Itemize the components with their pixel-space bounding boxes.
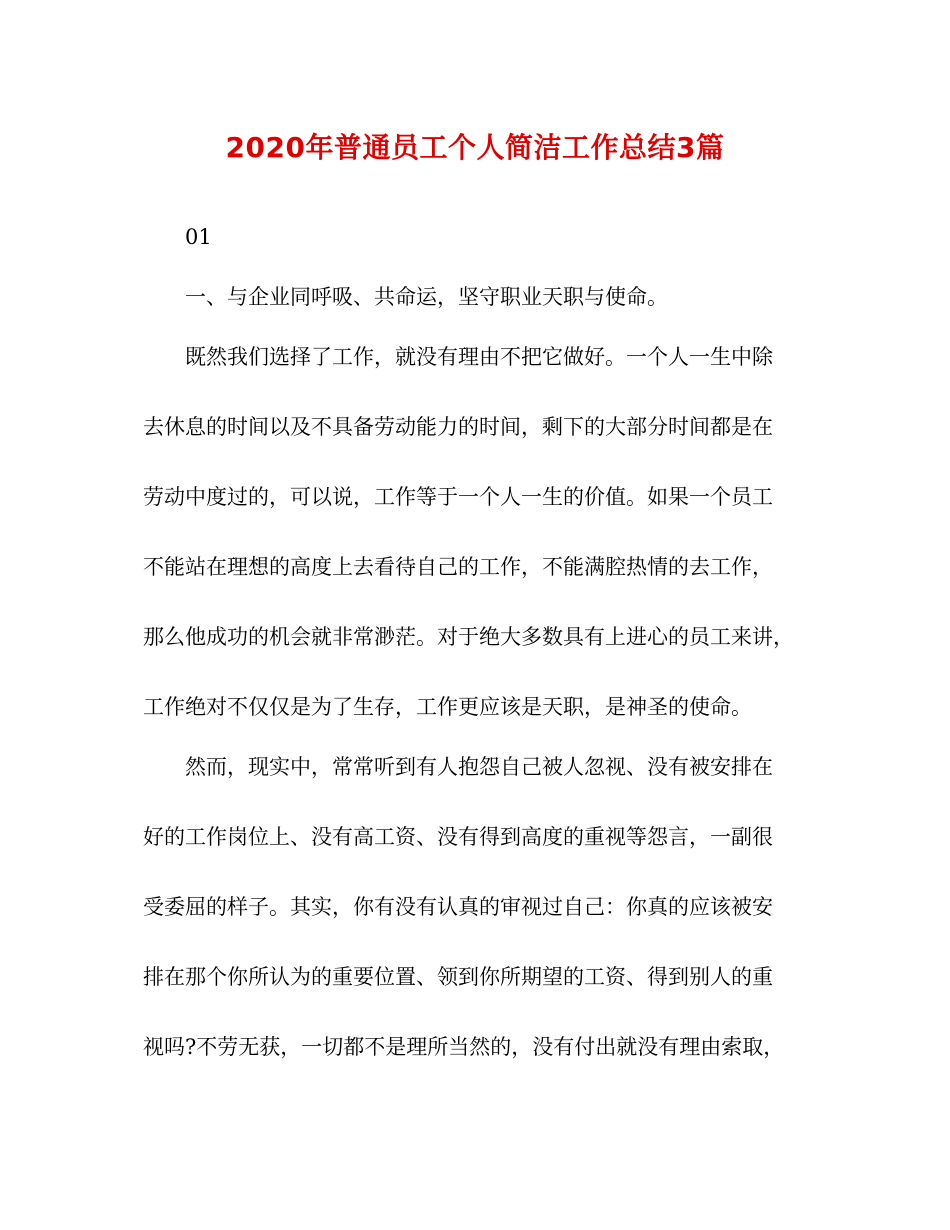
section-number: 01	[185, 225, 212, 249]
paragraph-line: 既然我们选择了工作，就没有理由不把它做好。一个人一生中除	[185, 345, 773, 369]
paragraph-line: 受委屈的样子。其实，你有没有认真的审视过自己：你真的应该被安	[143, 895, 773, 919]
paragraph-line: 那么他成功的机会就非常渺茫。对于绝大多数具有上进心的员工来讲，	[143, 625, 794, 649]
paragraph-line: 然而，现实中，常常听到有人抱怨自己被人忽视、没有被安排在	[185, 755, 773, 779]
document-title: 2020年普通员工个人简洁工作总结3篇	[225, 131, 725, 164]
paragraph-line: 排在那个你所认为的重要位置、领到你所期望的工资、得到别人的重	[143, 965, 773, 989]
heading-line: 一、与企业同呼吸、共命运，坚守职业天职与使命。	[185, 285, 668, 309]
paragraph-line: 不能站在理想的高度上去看待自己的工作，不能满腔热情的去工作，	[143, 555, 773, 579]
paragraph-line: 劳动中度过的，可以说，工作等于一个人一生的价值。如果一个员工	[143, 485, 773, 509]
paragraph-line: 工作绝对不仅仅是为了生存，工作更应该是天职，是神圣的使命。	[143, 695, 752, 719]
paragraph-line: 好的工作岗位上、没有高工资、没有得到高度的重视等怨言，一副很	[143, 825, 773, 849]
paragraph-line: 去休息的时间以及不具备劳动能力的时间，剩下的大部分时间都是在	[143, 415, 773, 439]
paragraph-line: 视吗?不劳无获，一切都不是理所当然的，没有付出就没有理由索取，	[143, 1035, 785, 1059]
